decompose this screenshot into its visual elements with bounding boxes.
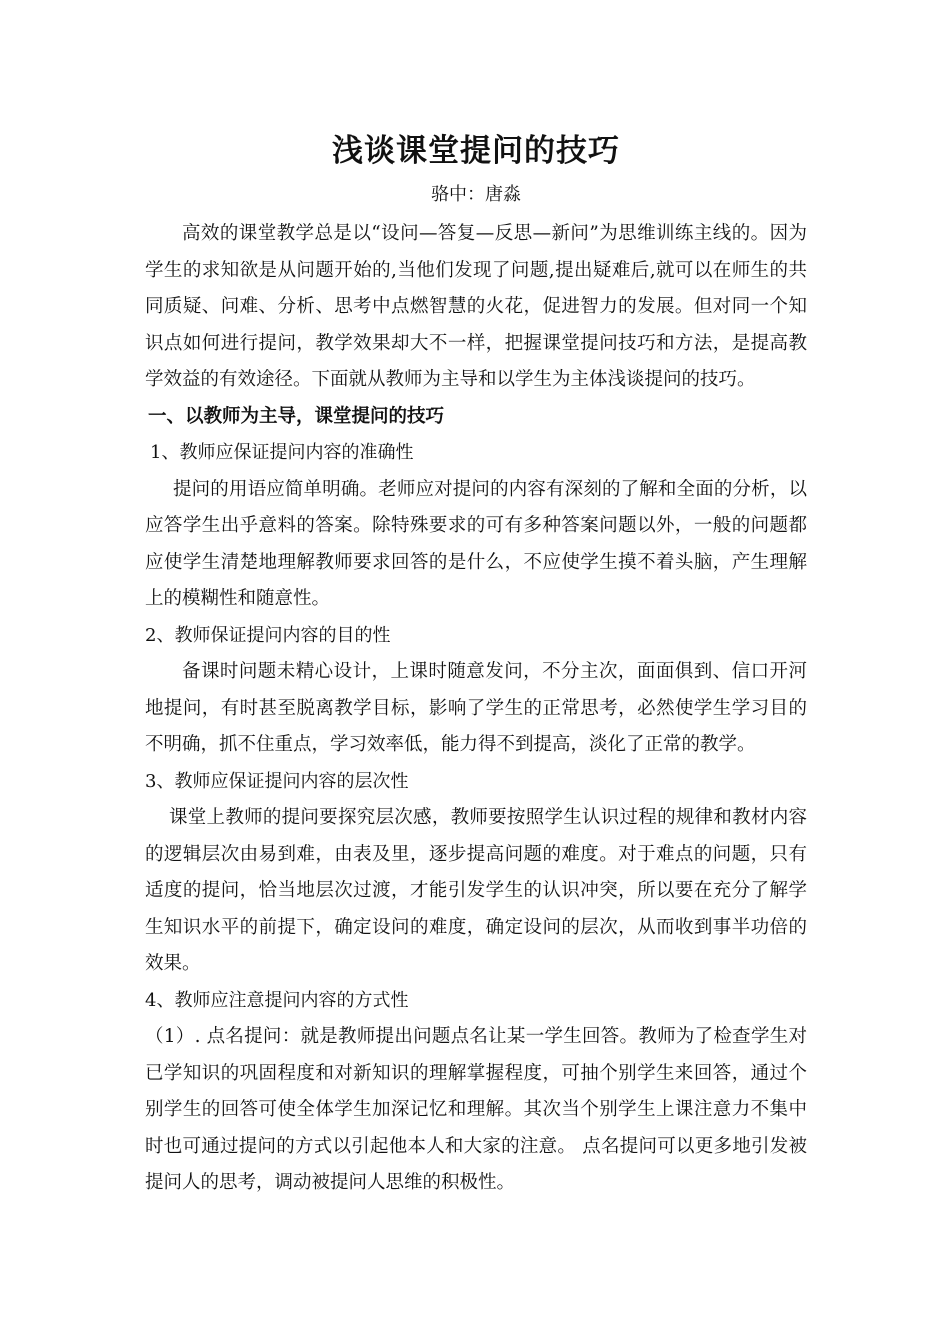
item-1-heading: 1、教师应保证提问内容的准确性	[150, 442, 414, 463]
document-author: 骆中：唐淼	[431, 184, 521, 205]
item-2-heading: 2、教师保证提问内容的目的性	[145, 624, 391, 646]
document-page	[145, 128, 807, 1202]
item-1-paragraph: 提问的用语应简单明确。老师应对提问的内容有深刻的了解和全面的分析，以应答学生出乎意料的答案。除特殊要求的可有多种答案问题以外，一般的问题都应使学生清楚地理解教师要求回答的是什么，不应使学生摸不着头脑，产生理解上的模糊性和随意性。	[145, 478, 807, 609]
intro-paragraph: 高效的课堂教学总是以“设问—答复—反思—新问”为思维训练主线的。因为学生的求知欲是从问题开始的,当他们发现了问题,提出疑难后,就可以在师生的共同质疑、问难、分析、思考中点燃智慧的火花，促进智力的发展。但对同一个知识点如何进行提问，教学效果却大不一样，把握课堂提问技巧和方法，是提高教学效益的有效途径。下面就从教师为主导和以学生为主体浅谈提问的技巧。	[145, 223, 807, 390]
item-3-paragraph: 课堂上教师的提问要探究层次感，教师要按照学生认识过程的规律和教材内容的逻辑层次由易到难，由表及里，逐步提高问题的难度。对于难点的问题，只有适度的提问，恰当地层次过渡，才能引发学生的认识冲突，所以要在充分了解学生知识水平的前提下，确定设问的难度，确定设问的层次，从而收到事半功倍的效果。	[145, 807, 807, 974]
item-3-heading: 3、教师应保证提问内容的层次性	[145, 770, 409, 792]
section-1-heading: 一、以教师为主导，课堂提问的技巧	[148, 405, 445, 427]
item-4-heading: 4、教师应注意提问内容的方式性	[145, 989, 409, 1011]
document-title: 浅谈课堂提问的技巧	[332, 133, 620, 169]
item-2-paragraph: 备课时问题未精心设计，上课时随意发问，不分主次，面面俱到、信口开河地提问，有时甚至脱离教学目标，影响了学生的正常思考，必然使学生学习目的不明确，抓不住重点，学习效率低，能力得不到提高，淡化了正常的教学。	[145, 661, 807, 755]
item-4-paragraph: （1）. 点名提问：就是教师提出问题点名让某一学生回答。教师为了检查学生对已学知识的巩固程度和对新知识的理解掌握程度，可抽个别学生来回答，通过个别学生的回答可使全体学生加深记忆和理解。其次当个别学生上课注意力不集中时也可通过提问的方式以引起他本人和大家的注意。 点名提问可以更多地引发被提问人的思考，调动被提问人思维的积极性。	[145, 1026, 807, 1193]
